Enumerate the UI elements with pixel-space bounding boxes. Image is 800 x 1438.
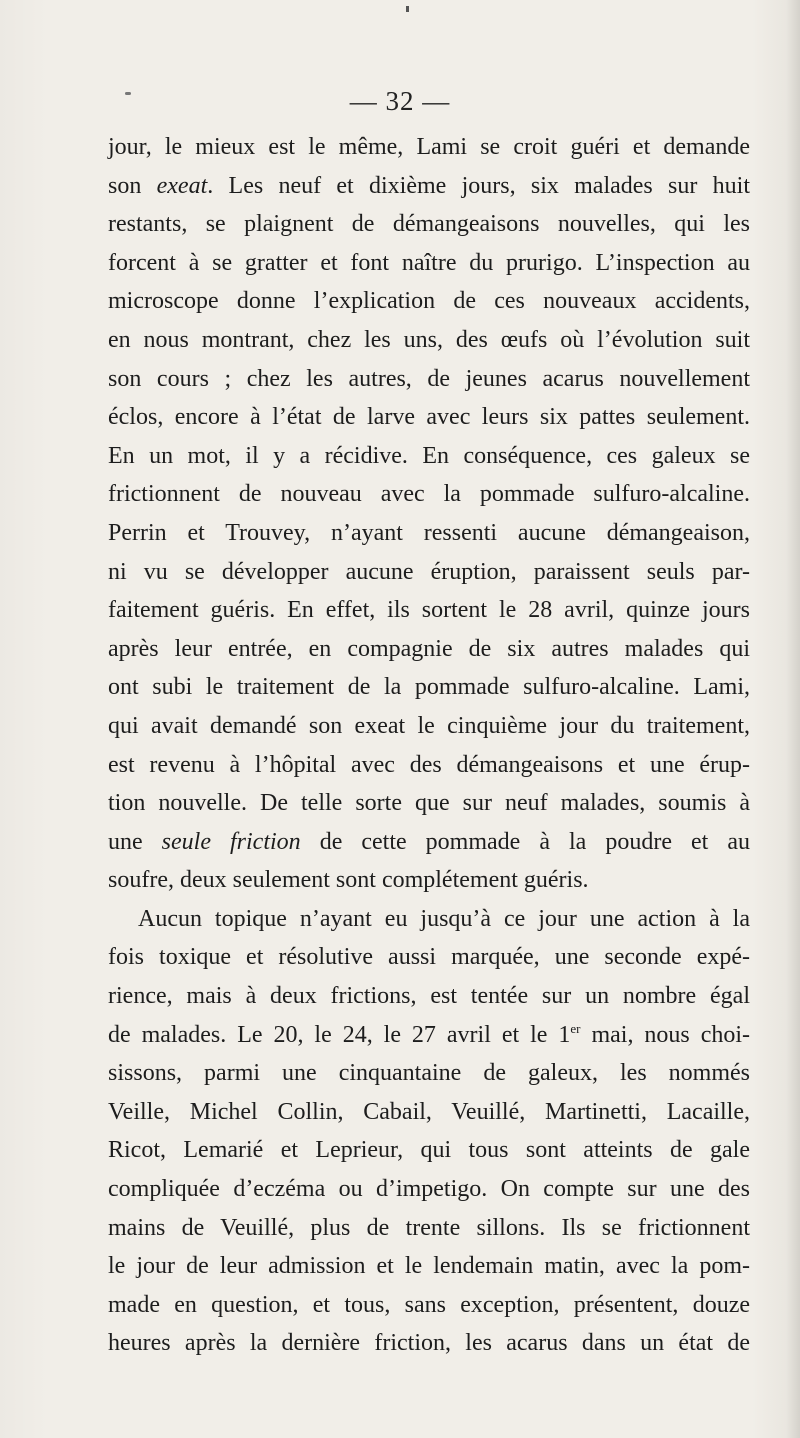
text-line	[108, 1054, 750, 1093]
text-line	[108, 1286, 750, 1325]
text-line	[108, 1324, 750, 1363]
line-text: Ricot, Lemarié et Leprieur, qui tous sont atteints de gale	[108, 1137, 750, 1164]
text-line	[108, 861, 750, 900]
line-text: Veille, Michel Collin, Cabail, Veuillé, Martinetti, Lacaille,	[108, 1098, 750, 1125]
line-text: tion nouvelle. De telle sorte que sur neuf malades, soumis à	[108, 790, 750, 817]
print-speck	[406, 6, 409, 12]
text-line	[108, 1247, 750, 1286]
text-line	[108, 1170, 750, 1209]
line-text: frictionnent de nouveau avec la pommade sulfuro-alcaline.	[108, 481, 750, 508]
text-line	[108, 553, 750, 592]
line-text: En un mot, il y a récidive. En conséquence, ces galeux se	[108, 442, 750, 469]
text-line	[108, 1016, 750, 1055]
line-text: rience, mais à deux frictions, est tentée sur un nombre égal	[108, 983, 750, 1010]
line-text: qui avait demandé son exeat le cinquième jour du traitement,	[108, 712, 750, 739]
line-text: éclos, encore à l’état de larve avec leurs six pattes seulement.	[108, 404, 750, 431]
line-text: ni vu se développer aucune éruption, paraissent seuls par-	[108, 558, 750, 585]
line-text: le jour de leur admission et le lendemain matin, avec la pom-	[108, 1253, 750, 1280]
line-text: compliquée d’eczéma ou d’impetigo. On compte sur une des	[108, 1176, 750, 1203]
line-text: jour, le mieux est le même, Lami se croit guéri et demande	[108, 134, 750, 160]
text-line	[108, 591, 750, 630]
ordinal-superscript: er	[570, 1020, 581, 1036]
text-line	[108, 167, 750, 206]
line-text: après leur entrée, en compagnie de six autres malades qui	[108, 635, 750, 662]
line-text: son	[108, 172, 157, 199]
line-text: forcent à se gratter et font naître du prurigo. L’inspection au	[108, 249, 750, 276]
line-text: faitement guéris. En effet, ils sortent le 28 avril, quinze jours	[108, 597, 750, 624]
text-line	[108, 668, 750, 707]
text-line	[108, 784, 750, 823]
text-line	[108, 321, 750, 360]
text-line	[108, 746, 750, 785]
line-text: mains de Veuillé, plus de trente sillons. Ils se frictionnent	[108, 1214, 750, 1241]
text-line	[108, 205, 750, 244]
line-text: de malades. Le 20, le 24, le 27 avril et le 1	[108, 1021, 571, 1048]
text-line	[108, 475, 750, 514]
text-line	[108, 128, 750, 167]
line-text: est revenu à l’hôpital avec des démangeaisons et une érup-	[108, 751, 750, 778]
text-line	[108, 437, 750, 476]
text-line	[108, 244, 750, 283]
line-text: ont subi le traitement de la pommade sulfuro-alcaline. Lami,	[108, 674, 750, 701]
italic-term: seule friction	[161, 828, 301, 855]
line-text: Aucun topique n’ayant eu jusqu’à ce jour une action à la	[138, 905, 750, 932]
line-text: mai, nous choi-	[580, 1021, 751, 1048]
text-line	[108, 938, 750, 977]
line-text: restants, se plaignent de démangeaisons nouvelles, qui les	[108, 211, 750, 238]
page-edge-shadow	[786, 0, 800, 1438]
text-line	[108, 360, 750, 399]
line-text: une	[108, 828, 162, 855]
line-text: Perrin et Trouvey, n’ayant ressenti aucune démangeaison,	[108, 519, 750, 546]
line-text: son cours ; chez les autres, de jeunes acarus nouvellement	[108, 365, 750, 392]
page-number: — 32 —	[349, 86, 451, 116]
line-text: . Les neuf et dixième jours, six malades sur huit	[207, 172, 751, 199]
text-line	[108, 282, 750, 321]
body-text	[108, 128, 750, 1363]
line-text: en nous montrant, chez les uns, des œufs où l’évolution suit	[108, 326, 750, 353]
line-text: made en question, et tous, sans exception, présentent, douze	[108, 1291, 750, 1318]
text-line	[108, 1209, 750, 1248]
italic-term: exeat	[156, 172, 208, 199]
text-line	[108, 514, 750, 553]
text-line	[108, 630, 750, 669]
text-line	[108, 707, 750, 746]
line-text: de cette pommade à la poudre et au	[300, 828, 750, 855]
text-line	[108, 900, 750, 939]
line-text: microscope donne l’explication de ces nouveaux accidents,	[108, 288, 750, 315]
line-text: soufre, deux seulement sont complétement guéris.	[108, 867, 589, 894]
text-line	[108, 398, 750, 437]
text-line	[108, 1131, 750, 1170]
line-text: sissons, parmi une cinquantaine de galeux, les nommés	[108, 1060, 750, 1087]
text-line	[108, 1093, 750, 1132]
line-text: fois toxique et résolutive aussi marquée, une seconde expé-	[108, 944, 750, 971]
line-text: heures après la dernière friction, les acarus dans un état de	[108, 1330, 750, 1357]
text-line	[108, 823, 750, 862]
text-line	[108, 977, 750, 1016]
